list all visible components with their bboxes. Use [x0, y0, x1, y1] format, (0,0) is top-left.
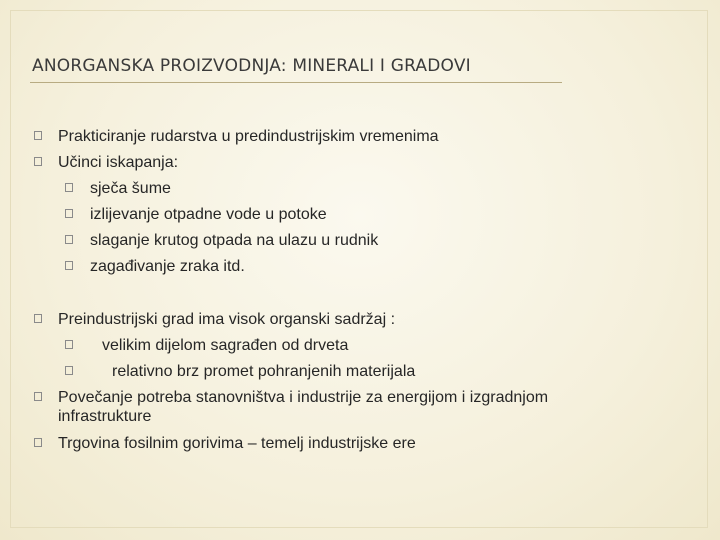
square-bullet-icon	[34, 157, 42, 166]
slide-title: ANORGANSKA PROIZVODNJA: MINERALI I GRADOVI	[32, 56, 471, 76]
sub-item-deforestation: sječa šume	[90, 180, 171, 197]
title-underline	[30, 82, 562, 83]
sub-item-air-pollution: zagađivanje zraka itd.	[90, 258, 245, 275]
square-bullet-icon	[34, 314, 42, 323]
bullet-item-energy-demand: Povečanje potreba stanovništva i industrije za energijom i izgradnjom	[58, 389, 549, 406]
sub-item-wastewater: izlijevanje otpadne vode u potoke	[90, 206, 327, 223]
bullet-item-energy-demand-continued: infrastrukture	[58, 408, 152, 425]
sub-item-material-turnover: relativno brz promet pohranjenih materijala	[112, 363, 416, 380]
square-bullet-icon	[34, 131, 42, 140]
square-bullet-icon	[65, 235, 73, 244]
square-bullet-icon	[65, 366, 73, 375]
sub-item-wood-built: velikim dijelom sagrađen od drveta	[102, 337, 349, 354]
square-bullet-icon	[65, 261, 73, 270]
bullet-item-excavation-effects: Učinci iskapanja:	[58, 154, 179, 171]
square-bullet-icon	[34, 438, 42, 447]
square-bullet-icon	[65, 183, 73, 192]
sub-item-solid-waste: slaganje krutog otpada na ulazu u rudnik	[90, 232, 379, 249]
square-bullet-icon	[65, 340, 73, 349]
square-bullet-icon	[65, 209, 73, 218]
bullet-item-preindustrial-city: Preindustrijski grad ima visok organski sadržaj :	[58, 311, 396, 328]
square-bullet-icon	[34, 392, 42, 401]
bullet-item-fossil-fuels: Trgovina fosilnim gorivima – temelj industrijske ere	[58, 435, 416, 452]
bullet-item-mining-practice: Prakticiranje rudarstva u predindustrijskim vremenima	[58, 128, 439, 145]
